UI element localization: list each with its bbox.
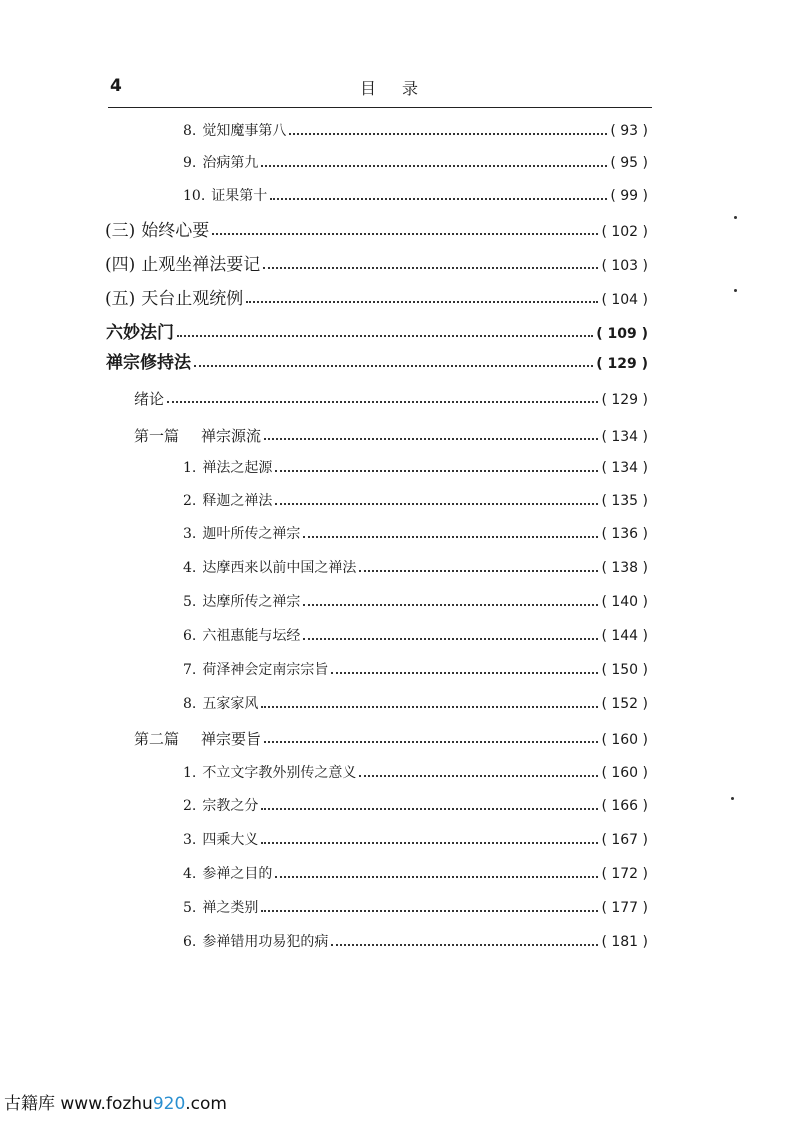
toc-entry <box>106 350 648 376</box>
toc-entry-title: 治病第九 <box>202 155 259 171</box>
toc-entry-page: ( 135 ) <box>601 493 648 509</box>
toc-entry-page: ( 150 ) <box>601 662 648 678</box>
toc-entry-number: 3. <box>183 832 197 848</box>
toc-entry <box>183 793 648 819</box>
dot-leader <box>275 470 598 472</box>
toc-entry <box>183 623 648 649</box>
toc-entry-title: 禅宗源流 <box>201 427 262 445</box>
toc-entry-number: 1. <box>183 460 197 476</box>
toc-entry-page: ( 134 ) <box>601 429 648 445</box>
toc-entry-number: 第二篇 <box>134 730 180 748</box>
toc-entry-title: 禅法之起源 <box>202 460 273 476</box>
toc-entry-title: 迦叶所传之禅宗 <box>202 526 301 542</box>
scan-speck <box>734 216 737 219</box>
dot-leader <box>275 876 598 878</box>
toc-entry-page: ( 102 ) <box>601 224 648 240</box>
toc-entry <box>134 386 648 412</box>
toc-entry <box>106 320 648 346</box>
toc-entry-number: 10. <box>183 188 206 204</box>
toc-entry-number: 5. <box>183 594 197 610</box>
toc-entry-page: ( 134 ) <box>601 460 648 476</box>
dot-leader <box>194 365 593 367</box>
dot-leader <box>246 301 598 303</box>
dot-leader <box>331 672 598 674</box>
toc-entry <box>134 423 648 449</box>
toc-entry-title: 始终心要 <box>141 221 210 241</box>
toc-entry-title: 绪论 <box>134 390 165 408</box>
toc-entry-number: 5. <box>183 900 197 916</box>
toc-entry <box>183 488 648 514</box>
toc-entry-page: ( 140 ) <box>601 594 648 610</box>
dot-leader <box>263 267 598 269</box>
toc-entry <box>183 657 648 683</box>
toc-entry <box>183 150 648 176</box>
dot-leader <box>359 775 598 777</box>
dot-leader <box>264 741 598 743</box>
toc-entry-page: ( 109 ) <box>596 326 648 342</box>
toc-entry-title: 参禅之目的 <box>202 866 273 882</box>
toc-entry-page: ( 95 ) <box>610 155 648 171</box>
toc-entry-page: ( 99 ) <box>610 188 648 204</box>
toc-entry-number: 9. <box>183 155 197 171</box>
toc-entry-title: 禅宗要旨 <box>201 730 262 748</box>
toc-entry <box>183 555 648 581</box>
toc-entry-page: ( 104 ) <box>601 292 648 308</box>
toc-entry-title: 荷泽神会定南宗宗旨 <box>202 662 329 678</box>
toc-entry-title: 不立文字教外别传之意义 <box>202 765 357 781</box>
dot-leader <box>331 944 598 946</box>
toc-entry-number: 8. <box>183 696 197 712</box>
toc-entry-page: ( 160 ) <box>601 765 648 781</box>
dot-leader <box>261 165 607 167</box>
toc-entry <box>183 760 648 786</box>
toc-entry-number: 6. <box>183 628 197 644</box>
toc-entry-title: 宗教之分 <box>202 798 259 814</box>
toc-entry-number: 6. <box>183 934 197 950</box>
toc-entry-number: 1. <box>183 765 197 781</box>
header-rule <box>108 107 652 108</box>
dot-leader <box>261 808 598 810</box>
watermark-prefix: 古籍库 www.fozhu <box>4 1094 153 1114</box>
toc-entry-page: ( 93 ) <box>610 123 648 139</box>
dot-leader <box>261 842 598 844</box>
toc-entry-page: ( 129 ) <box>596 356 648 372</box>
toc-entry <box>183 895 648 921</box>
toc-entry-title: 释迦之禅法 <box>202 493 273 509</box>
toc-entry-title: 参禅错用功易犯的病 <box>202 934 329 950</box>
toc-entry <box>105 286 648 312</box>
toc-entry-number: 3. <box>183 526 197 542</box>
toc-entry-page: ( 166 ) <box>601 798 648 814</box>
dot-leader <box>177 335 593 337</box>
dot-leader <box>275 503 598 505</box>
toc-entry-title: 禅宗修持法 <box>106 353 191 373</box>
toc-entry <box>183 861 648 887</box>
toc-entry-title: 觉知魔事第八 <box>202 123 287 139</box>
toc-entry <box>183 827 648 853</box>
scan-speck <box>731 797 734 800</box>
running-title: 目录 <box>360 79 445 98</box>
toc-entry-number: 4. <box>183 866 197 882</box>
toc-entry-number: 4. <box>183 560 197 576</box>
dot-leader <box>289 133 607 135</box>
toc-entry-title: 禅之类别 <box>202 900 259 916</box>
toc-entry-title: 四乘大义 <box>202 832 259 848</box>
toc-entry <box>183 521 648 547</box>
toc-entry-page: ( 136 ) <box>601 526 648 542</box>
dot-leader <box>212 233 598 235</box>
dot-leader <box>303 536 598 538</box>
toc-entry-number: (四) <box>105 255 136 275</box>
toc-entry-page: ( 181 ) <box>601 934 648 950</box>
toc-entry-title: 六祖惠能与坛经 <box>202 628 301 644</box>
toc-entry <box>183 691 648 717</box>
toc-entry-title: 止观坐禅法要记 <box>141 255 261 275</box>
dot-leader <box>261 706 598 708</box>
toc-entry <box>183 118 648 144</box>
toc-entry-title: 达摩所传之禅宗 <box>202 594 301 610</box>
toc-entry <box>134 726 648 752</box>
toc-entry-number: 7. <box>183 662 197 678</box>
watermark <box>4 1089 227 1114</box>
toc-entry <box>183 183 648 209</box>
toc-entry-number: 2. <box>183 493 197 509</box>
toc-entry <box>183 589 648 615</box>
toc-entry <box>183 929 648 955</box>
toc-entry <box>105 218 648 244</box>
toc-entry-page: ( 129 ) <box>601 392 648 408</box>
toc-entry-page: ( 172 ) <box>601 866 648 882</box>
toc-entry-number: 8. <box>183 123 197 139</box>
toc-entry-page: ( 167 ) <box>601 832 648 848</box>
dot-leader <box>264 438 598 440</box>
dot-leader <box>270 198 607 200</box>
toc-entry-title: 证果第十 <box>211 188 268 204</box>
toc-entry-page: ( 160 ) <box>601 732 648 748</box>
toc-entry <box>183 455 648 481</box>
watermark-suffix: .com <box>185 1094 227 1114</box>
watermark-accent: 920 <box>152 1094 186 1114</box>
toc-entry-title: 天台止观统例 <box>141 289 244 309</box>
toc-entry-number: 第一篇 <box>134 427 180 445</box>
page-number: 4 <box>110 76 122 96</box>
dot-leader <box>261 910 598 912</box>
toc-entry-page: ( 152 ) <box>601 696 648 712</box>
toc-entry-title: 六妙法门 <box>106 323 174 343</box>
toc-entry-page: ( 144 ) <box>601 628 648 644</box>
dot-leader <box>359 570 598 572</box>
dot-leader <box>167 401 598 403</box>
dot-leader <box>303 638 598 640</box>
toc-entry-page: ( 103 ) <box>601 258 648 274</box>
toc-entry-number: 2. <box>183 798 197 814</box>
dot-leader <box>303 604 598 606</box>
toc-entry-title: 五家家风 <box>202 696 259 712</box>
toc-entry <box>105 252 648 278</box>
scan-speck <box>734 289 737 292</box>
toc-entry-page: ( 138 ) <box>601 560 648 576</box>
toc-entry-number: (三) <box>105 221 136 241</box>
toc-entry-number: (五) <box>105 289 136 309</box>
toc-entry-title: 达摩西来以前中国之禅法 <box>202 560 357 576</box>
toc-entry-page: ( 177 ) <box>601 900 648 916</box>
